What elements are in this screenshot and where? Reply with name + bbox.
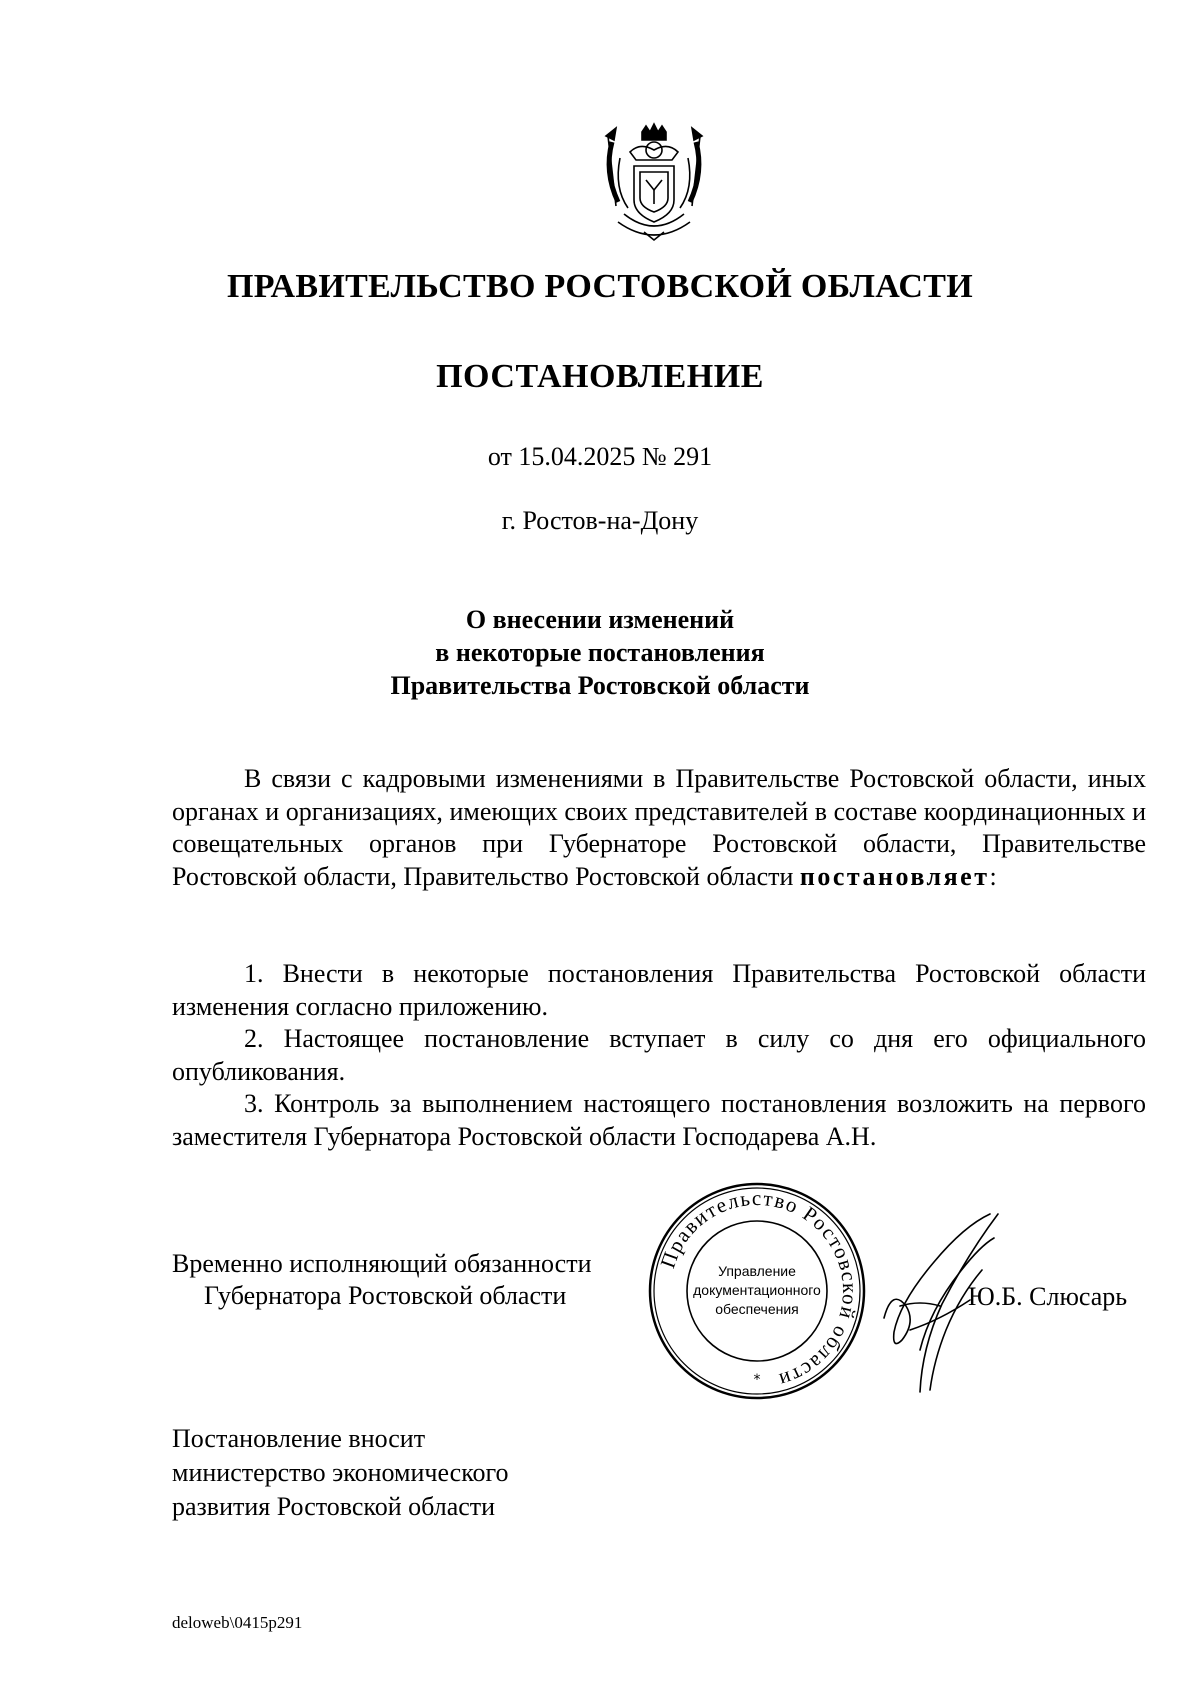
resolution-item: 2. Настоящее постановление вступает в силу со дня его официального опубликования. <box>172 1024 1146 1086</box>
seal-ring-text: Правительство Ростовской области <box>655 1185 863 1394</box>
submitter-block <box>172 1422 509 1524</box>
preamble-tail: : <box>989 861 997 891</box>
submitter-line: Постановление вносит <box>172 1424 426 1453</box>
signatory-name: Ю.Б. Слюсарь <box>968 1282 1128 1311</box>
position-line: Губернатора Ростовской области <box>204 1281 567 1310</box>
seal-inner-line: документационного <box>693 1282 821 1298</box>
resolution-item: 3. Контроль за выполнением настоящего постановления возложить на первого заместителя Губернатора Ростовской области Господарева А.Н. <box>172 1089 1146 1151</box>
preamble-text: В связи с кадровыми изменениями в Правительстве Ростовской области, иных органах и организациях, имеющих своих представителей в составе координационных и совещательных органов при Губернаторе Ростовской области, Правительстве Ростовской области, Правительство Ростовской области <box>172 764 1146 891</box>
submitter-line: развития Ростовской области <box>172 1492 496 1521</box>
official-seal <box>646 1180 868 1402</box>
decree-word: постановляет <box>799 861 990 891</box>
resolution-items <box>172 958 1146 1153</box>
resolution-item: 1. Внести в некоторые постановления Правительства Ростовской области изменения согласно приложению. <box>172 959 1146 1021</box>
signatory-position <box>172 1248 592 1312</box>
document-file-code: deloweb\0415p291 <box>172 1613 303 1632</box>
title-line: О внесении изменений <box>465 605 735 634</box>
title-line: Правительства Ростовской области <box>390 671 810 700</box>
position-line: Временно исполняющий обязанности <box>172 1249 592 1278</box>
document-type-heading: ПОСТАНОВЛЕНИЕ <box>436 358 764 395</box>
title-line: в некоторые постановления <box>435 638 765 667</box>
document-city: г. Ростов-на-Дону <box>501 506 699 535</box>
seal-inner-line: Управление <box>718 1263 796 1279</box>
seal-star-icon: * <box>753 1372 761 1388</box>
organization-heading: ПРАВИТЕЛЬСТВО РОСТОВСКОЙ ОБЛАСТИ <box>227 268 973 305</box>
document-title <box>0 603 1200 702</box>
coat-of-arms-emblem <box>594 118 714 246</box>
preamble-paragraph <box>172 763 1146 893</box>
document-date-number: от 15.04.2025 № 291 <box>487 442 713 471</box>
submitter-line: министерство экономического <box>172 1458 509 1487</box>
seal-inner-line: обеспечения <box>715 1301 799 1317</box>
